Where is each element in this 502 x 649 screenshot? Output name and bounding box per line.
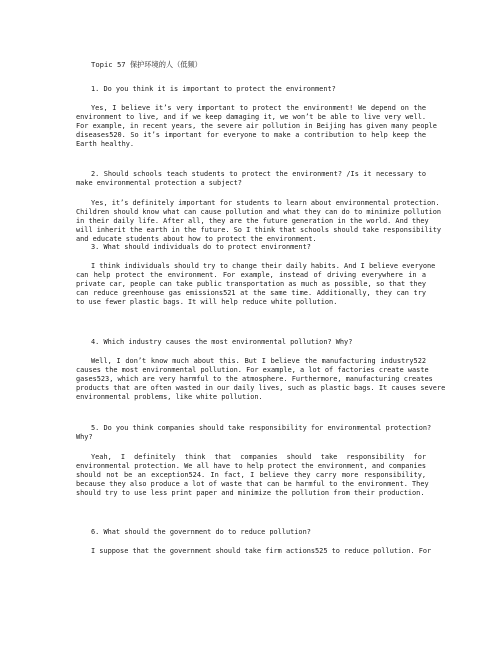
answer-line: Well, I don’t know much about this. But I believe the manufacturing industry522 xyxy=(91,357,426,365)
question-line: 5. Do you think companies should take responsibility for environmental protection? xyxy=(91,424,432,432)
answer-line: Earth healthy. xyxy=(76,140,135,148)
answer-line: products that are often wasted in our daily lives, such as plastic bags. It causes severe xyxy=(76,384,446,392)
answer-line: private car, people can take public transportation as much as possible, so that they xyxy=(76,280,426,288)
topic-title: Topic 57 保护环境的人（低频） xyxy=(91,60,202,69)
answer-line: For example, in recent years, the severe air pollution in Beijing has given many people xyxy=(76,122,437,130)
answer-line: and educate students about how to protect the environment. xyxy=(76,235,317,243)
answer-line: environmental protection. We all have to help protect the environment, and companies xyxy=(76,462,426,470)
question-line: 2. Should schools teach students to protect the environment? /Is it necessary to xyxy=(91,170,426,178)
answer-line: causes the most environmental pollution. For example, a lot of factories create waste xyxy=(76,366,429,374)
answer-line: in their daily life. After all, they are the future generation in the world. And they xyxy=(76,217,429,225)
answer-line: Yes, it’s definitely important for students to learn about environmental protection. xyxy=(91,199,440,207)
answer-line: to use fewer plastic bags. It will help reduce white pollution. xyxy=(76,298,338,306)
answer-line: can help protect the environment. For example, instead of driving everywhere in a xyxy=(76,271,426,279)
answer-line: because they also produce a lot of waste that can be harmful to the environment. They xyxy=(76,480,429,488)
question-line: 1. Do you think it is important to protect the environment? xyxy=(91,85,336,93)
question-line: Why? xyxy=(76,433,93,441)
answer-line: I suppose that the government should take firm actions525 to reduce pollution. For xyxy=(91,547,432,555)
answer-line: gases523, which are very harmful to the atmosphere. Furthermore, manufacturing creates xyxy=(76,375,433,383)
answer-line: environmental problems, like white pollution. xyxy=(76,393,263,401)
question-line: 4. Which industry causes the most environmental pollution? Why? xyxy=(91,338,353,346)
answer-line: diseases520. So it’s important for everyone to make a contribution to help keep the xyxy=(76,131,426,139)
answer-line: will inherit the earth in the future. So I think that schools should take responsibility xyxy=(76,226,442,234)
answer-line: Yeah, I definitely think that companies should take responsibility for xyxy=(91,453,426,461)
answer-line: should not be an exception524. In fact, I believe they carry more responsibility, xyxy=(76,471,426,479)
answer-line: environment to live, and if we keep damaging it, we won’t be able to live very well. xyxy=(76,113,426,121)
question-line: 3. What should individuals do to protect environment? xyxy=(91,243,311,251)
answer-line: Yes, I believe it’s very important to protect the environment! We depend on the xyxy=(91,104,426,112)
answer-line: can reduce greenhouse gas emissions521 at the same time. Additionally, they can try xyxy=(76,289,426,297)
answer-line: I think individuals should try to change their daily habits. And I believe everyone xyxy=(91,262,436,270)
answer-line: Children should know what can cause pollution and what they can do to minimize pollution xyxy=(76,208,442,216)
answer-line: should try to use less print paper and minimize the pollution from their production. xyxy=(76,489,425,497)
question-line: make environmental protection a subject? xyxy=(76,179,242,187)
question-line: 6. What should the government do to reduce pollution? xyxy=(91,528,311,536)
